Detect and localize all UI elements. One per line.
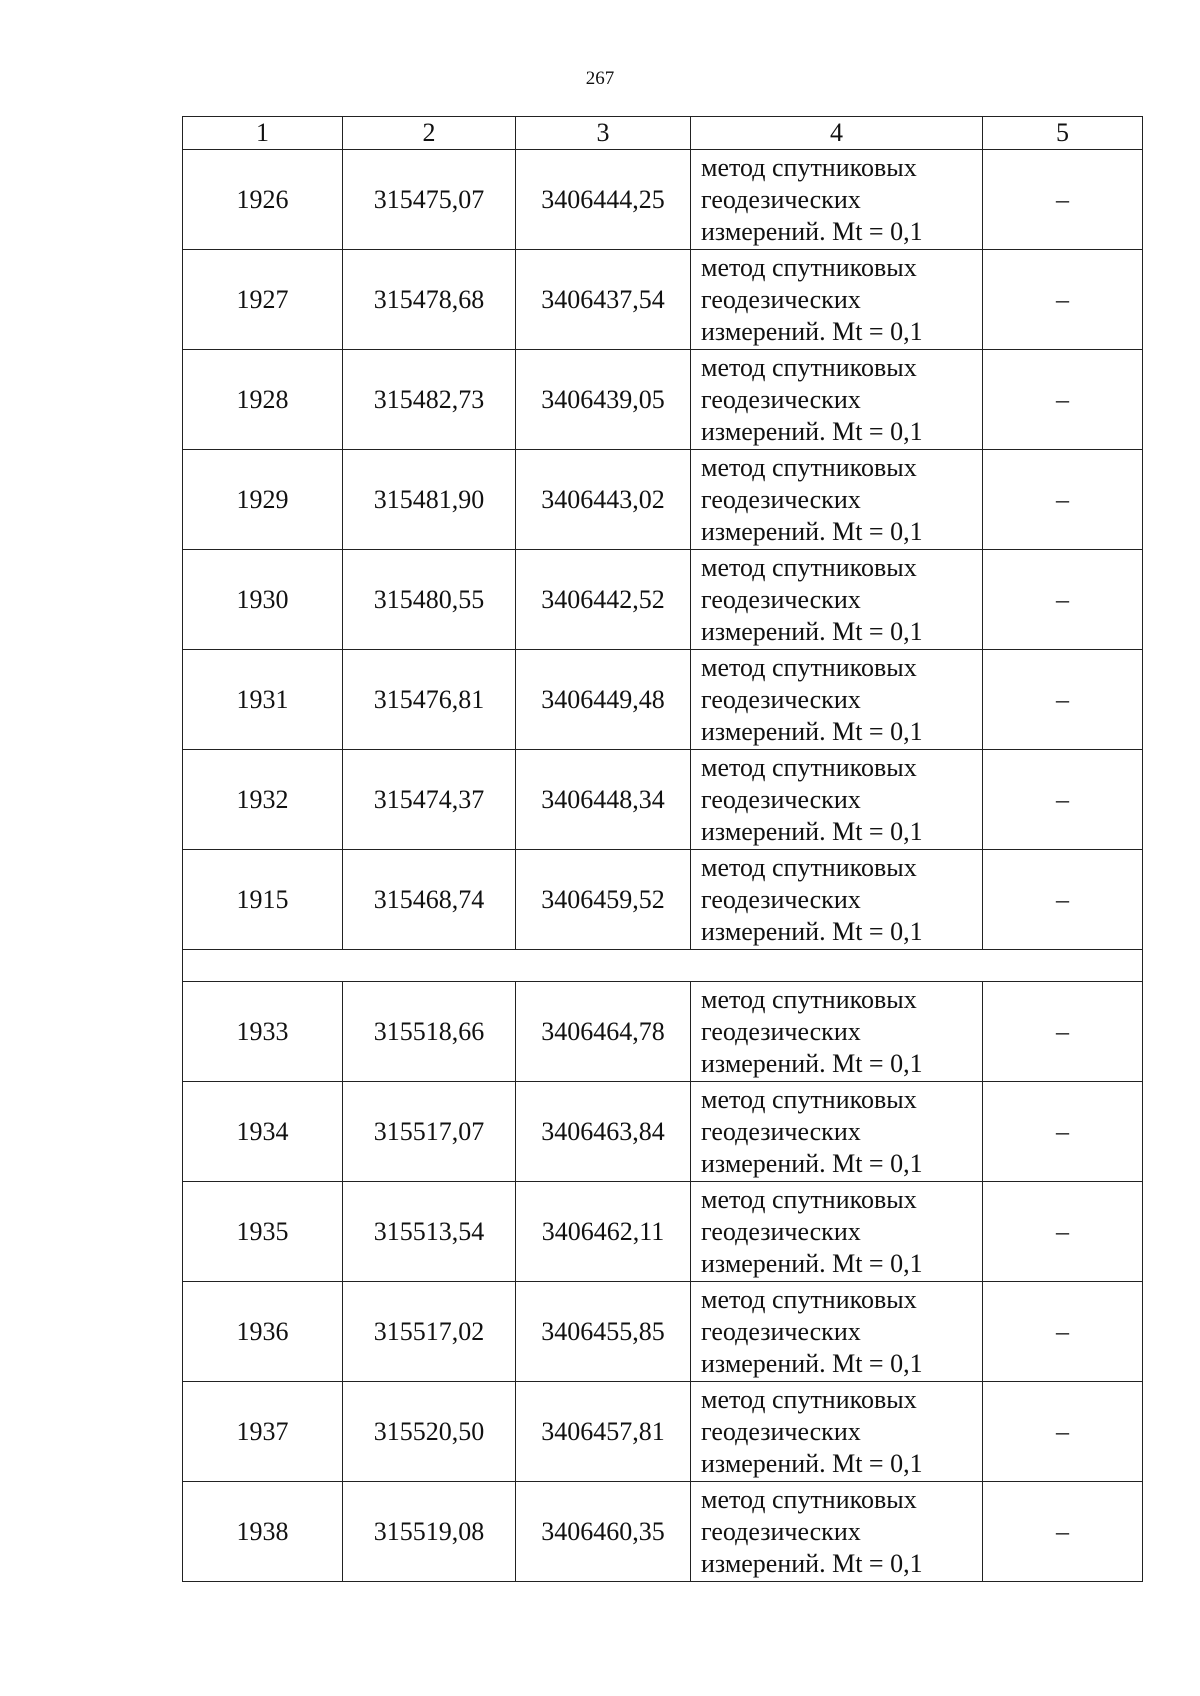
method-text-line: геодезических xyxy=(701,1416,861,1446)
method-text-line: геодезических xyxy=(701,784,861,814)
y-coordinate-cell: 3406455,85 xyxy=(516,1282,691,1382)
x-coordinate-cell: 315519,08 xyxy=(343,1482,516,1582)
point-number-cell: 1931 xyxy=(183,650,343,750)
table-row xyxy=(183,1482,1143,1582)
method-text-line: геодезических xyxy=(701,1216,861,1246)
method-cell xyxy=(691,450,983,550)
point-number-cell: 1937 xyxy=(183,1382,343,1482)
y-coordinate-cell: 3406459,52 xyxy=(516,850,691,950)
coordinates-table xyxy=(182,116,1143,1582)
point-number-cell: 1933 xyxy=(183,982,343,1082)
table-row xyxy=(183,750,1143,850)
method-text-line: измерений. Mt = 0,1 xyxy=(701,1548,923,1578)
method-text-line: метод спутниковых xyxy=(701,1384,917,1414)
point-number-cell: 1935 xyxy=(183,1182,343,1282)
method-text-line: измерений. Mt = 0,1 xyxy=(701,1448,923,1478)
method-text-line: геодезических xyxy=(701,384,861,414)
point-number-cell: 1936 xyxy=(183,1282,343,1382)
description-cell: – xyxy=(983,1382,1143,1482)
method-text-line: геодезических xyxy=(701,684,861,714)
method-text-line: метод спутниковых xyxy=(701,752,917,782)
y-coordinate-cell: 3406439,05 xyxy=(516,350,691,450)
x-coordinate-cell: 315478,68 xyxy=(343,250,516,350)
x-coordinate-cell: 315481,90 xyxy=(343,450,516,550)
method-cell xyxy=(691,1182,983,1282)
method-text-line: измерений. Mt = 0,1 xyxy=(701,416,923,446)
method-cell xyxy=(691,550,983,650)
page-number: 267 xyxy=(585,68,615,89)
method-text-line: метод спутниковых xyxy=(701,552,917,582)
description-cell: – xyxy=(983,550,1143,650)
method-cell xyxy=(691,850,983,950)
method-text-line: измерений. Mt = 0,1 xyxy=(701,1148,923,1178)
description-cell: – xyxy=(983,350,1143,450)
table-row xyxy=(183,1182,1143,1282)
method-cell xyxy=(691,1082,983,1182)
method-text-line: измерений. Mt = 0,1 xyxy=(701,216,923,246)
method-text-line: геодезических xyxy=(701,884,861,914)
description-cell: – xyxy=(983,850,1143,950)
method-text-line: метод спутниковых xyxy=(701,352,917,382)
method-text-line: метод спутниковых xyxy=(701,984,917,1014)
point-number-cell: 1934 xyxy=(183,1082,343,1182)
description-cell: – xyxy=(983,450,1143,550)
method-text-line: измерений. Mt = 0,1 xyxy=(701,716,923,746)
point-number-cell: 1915 xyxy=(183,850,343,950)
x-coordinate-cell: 315476,81 xyxy=(343,650,516,750)
description-cell: – xyxy=(983,1082,1143,1182)
description-cell: – xyxy=(983,982,1143,1082)
method-text-line: метод спутниковых xyxy=(701,1484,917,1514)
y-coordinate-cell: 3406437,54 xyxy=(516,250,691,350)
point-number-cell: 1932 xyxy=(183,750,343,850)
y-coordinate-cell: 3406442,52 xyxy=(516,550,691,650)
column-number-2: 2 xyxy=(343,117,516,150)
method-text-line: геодезических xyxy=(701,1316,861,1346)
y-coordinate-cell: 3406462,11 xyxy=(516,1182,691,1282)
table-row xyxy=(183,450,1143,550)
description-cell: – xyxy=(983,250,1143,350)
method-text-line: метод спутниковых xyxy=(701,252,917,282)
x-coordinate-cell: 315518,66 xyxy=(343,982,516,1082)
table-row xyxy=(183,850,1143,950)
y-coordinate-cell: 3406448,34 xyxy=(516,750,691,850)
method-text-line: измерений. Mt = 0,1 xyxy=(701,516,923,546)
method-cell xyxy=(691,650,983,750)
column-number-1: 1 xyxy=(183,117,343,150)
method-text-line: метод спутниковых xyxy=(701,452,917,482)
table-row xyxy=(183,150,1143,250)
y-coordinate-cell: 3406449,48 xyxy=(516,650,691,750)
section-separator-cell xyxy=(183,950,1143,982)
table-row xyxy=(183,982,1143,1082)
description-cell: – xyxy=(983,150,1143,250)
x-coordinate-cell: 315475,07 xyxy=(343,150,516,250)
y-coordinate-cell: 3406457,81 xyxy=(516,1382,691,1482)
method-text-line: метод спутниковых xyxy=(701,1184,917,1214)
method-text-line: метод спутниковых xyxy=(701,852,917,882)
column-number-4: 4 xyxy=(691,117,983,150)
description-cell: – xyxy=(983,1482,1143,1582)
coordinates-table-body xyxy=(183,117,1143,1582)
point-number-cell: 1928 xyxy=(183,350,343,450)
method-text-line: метод спутниковых xyxy=(701,1084,917,1114)
y-coordinate-cell: 3406460,35 xyxy=(516,1482,691,1582)
table-row xyxy=(183,550,1143,650)
table-row xyxy=(183,350,1143,450)
method-text-line: измерений. Mt = 0,1 xyxy=(701,916,923,946)
section-separator-row xyxy=(183,950,1143,982)
table-row xyxy=(183,1382,1143,1482)
method-text-line: геодезических xyxy=(701,484,861,514)
method-text-line: геодезических xyxy=(701,284,861,314)
x-coordinate-cell: 315517,02 xyxy=(343,1282,516,1382)
y-coordinate-cell: 3406463,84 xyxy=(516,1082,691,1182)
description-cell: – xyxy=(983,650,1143,750)
column-number-3: 3 xyxy=(516,117,691,150)
method-cell xyxy=(691,750,983,850)
method-text-line: геодезических xyxy=(701,184,861,214)
table-row xyxy=(183,650,1143,750)
method-cell xyxy=(691,1382,983,1482)
method-text-line: метод спутниковых xyxy=(701,652,917,682)
point-number-cell: 1927 xyxy=(183,250,343,350)
x-coordinate-cell: 315480,55 xyxy=(343,550,516,650)
description-cell: – xyxy=(983,1282,1143,1382)
point-number-cell: 1930 xyxy=(183,550,343,650)
method-text-line: измерений. Mt = 0,1 xyxy=(701,1248,923,1278)
y-coordinate-cell: 3406444,25 xyxy=(516,150,691,250)
x-coordinate-cell: 315520,50 xyxy=(343,1382,516,1482)
x-coordinate-cell: 315482,73 xyxy=(343,350,516,450)
method-cell xyxy=(691,982,983,1082)
point-number-cell: 1926 xyxy=(183,150,343,250)
method-text-line: метод спутниковых xyxy=(701,152,917,182)
method-text-line: измерений. Mt = 0,1 xyxy=(701,1048,923,1078)
method-text-line: геодезических xyxy=(701,1016,861,1046)
y-coordinate-cell: 3406443,02 xyxy=(516,450,691,550)
table-row xyxy=(183,1082,1143,1182)
method-cell xyxy=(691,250,983,350)
column-number-5: 5 xyxy=(983,117,1143,150)
method-text-line: измерений. Mt = 0,1 xyxy=(701,1348,923,1378)
description-cell: – xyxy=(983,1182,1143,1282)
x-coordinate-cell: 315517,07 xyxy=(343,1082,516,1182)
point-number-cell: 1929 xyxy=(183,450,343,550)
method-cell xyxy=(691,350,983,450)
method-text-line: геодезических xyxy=(701,1516,861,1546)
method-text-line: измерений. Mt = 0,1 xyxy=(701,316,923,346)
x-coordinate-cell: 315513,54 xyxy=(343,1182,516,1282)
method-text-line: метод спутниковых xyxy=(701,1284,917,1314)
x-coordinate-cell: 315468,74 xyxy=(343,850,516,950)
table-row xyxy=(183,1282,1143,1382)
x-coordinate-cell: 315474,37 xyxy=(343,750,516,850)
method-text-line: измерений. Mt = 0,1 xyxy=(701,616,923,646)
method-text-line: измерений. Mt = 0,1 xyxy=(701,816,923,846)
table-row xyxy=(183,250,1143,350)
point-number-cell: 1938 xyxy=(183,1482,343,1582)
method-text-line: геодезических xyxy=(701,584,861,614)
column-number-row xyxy=(183,117,1143,150)
method-text-line: геодезических xyxy=(701,1116,861,1146)
method-cell xyxy=(691,1282,983,1382)
method-cell xyxy=(691,1482,983,1582)
description-cell: – xyxy=(983,750,1143,850)
y-coordinate-cell: 3406464,78 xyxy=(516,982,691,1082)
method-cell xyxy=(691,150,983,250)
